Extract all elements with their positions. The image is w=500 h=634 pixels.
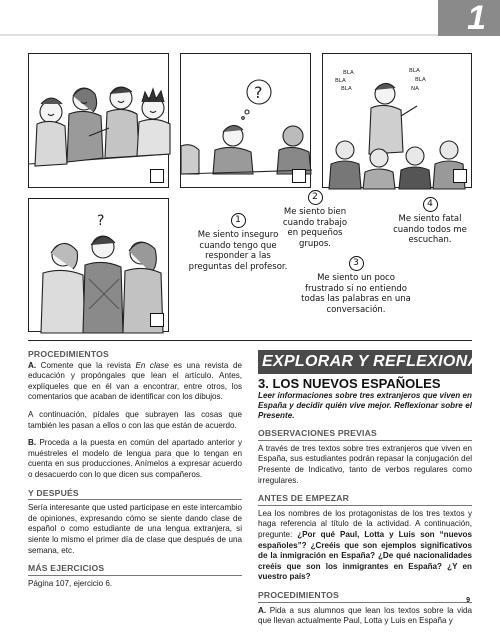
heading-rule [28,499,242,500]
panel-2-checkbox[interactable] [292,169,306,183]
svg-text:BLA: BLA [335,78,346,84]
callout-2-text: Me siento bien cuando trabajo en pequeños grupos. [282,207,348,249]
callout-2 [278,190,352,249]
svg-text:BLA: BLA [415,77,426,83]
callout-2-number: 2 [308,190,323,205]
comic-panel-1 [28,53,169,188]
right-column [258,376,472,634]
section-heading: ANTES DE EMPEZAR [258,493,350,504]
callout-4 [392,197,468,246]
svg-text:BLA: BLA [409,68,420,74]
section-heading: PROCEDIMIENTOS [258,589,339,600]
paragraph: Sería interesante que usted participase en este intercambio de opiniones, expresando cómo se siente dando clase de español o como estudiante de una lengua extranjera, si siente lo mismo el primer día de clase que después de una semana, etc. [28,503,242,555]
heading-rule [258,602,472,603]
paragraph: A continuación, pídales que subrayen las cosas que también les pasan a ellos o con las que están de acuerdo. [28,409,242,430]
callout-1 [186,213,290,272]
section-heading: PROCEDIMIENTOS [28,349,109,359]
svg-text:NA: NA [411,86,419,92]
callout-4-number: 4 [423,197,438,212]
section-heading: OBSERVACIONES PREVIAS [258,428,377,439]
illustration-student-speaking [323,54,473,189]
paragraph: B. Proceda a la puesta en común del apartado anterior y muéstreles el modelo de lengua para que lo tengan en cuenta en sus producciones. Anímelos a expresar acuerdo o desacuerdo con lo que dicen sus compañeros. [28,438,242,479]
paragraph: A través de tres textos sobre tres extranjeros que viven en España, sus estudiantes podrán repasar la conjugación del Presente de Indicativo, tanto de verbos regulares como irregulares. [258,443,472,485]
callout-1-number: 1 [231,213,246,228]
illustration-students-talking [29,54,170,189]
panel-4-checkbox[interactable] [150,313,164,327]
illustration-three-students [29,199,170,333]
paragraph: A. Pida a sus alumnos que lean los textos sobre la vida que llevan actualmente Paul, Lotta y Luis en España y [258,605,473,626]
divider [28,340,472,341]
heading-rule [258,505,472,506]
left-column [28,344,242,596]
heading-rule [28,575,242,576]
comic-panel-2 [180,53,311,188]
svg-text:BLA: BLA [341,86,352,92]
svg-text:BLA: BLA [343,70,354,76]
question-mark: ? [97,213,105,229]
comic-panel-4 [28,198,169,332]
panel-1-checkbox[interactable] [150,169,164,183]
section-title: 3. LOS NUEVOS ESPAÑOLES [258,376,441,391]
chapter-number: 1 [467,0,486,37]
comic-panel-3 [322,53,472,188]
callout-3 [300,256,412,315]
callout-4-text: Me siento fatal cuando todos me escuchan. [393,214,467,245]
lead-paragraph: Leer informaciones sobre tres extranjeros que viven en España y decidir quién vive mejor. Reflexionar sobre el Presente. [258,390,472,420]
question-mark: ? [254,83,263,102]
callout-3-text: Me siento un poco frustrado si no entiendo todas las palabras en una conversación. [301,273,411,315]
callout-3-number: 3 [349,256,364,271]
paragraph: Lea los nombres de los protagonistas de los tres textos y haga referencia al título de la actividad. A continuación, pregunte: ¿Por qué Paul, Lotta y Luis son “nuevos españoles”? ¿Creéis que son ejemplos significativos de la inmigración en España? ¿De qué nacionalidades creéis que son los inmigrantes en España? ¿Y en vuestro país? [258,508,472,582]
paragraph: Página 107, ejercicio 6. [28,578,113,588]
page-number: 9 [466,597,470,604]
chapter-tab [438,0,500,36]
top-bar [0,0,500,36]
explorar-banner [258,350,492,374]
heading-rule [258,440,472,441]
callout-1-text: Me siento inseguro cuando tengo que responder a las preguntas del profesor. [188,230,288,272]
banner-title: EXPLORAR Y REFLEXIONAR [262,353,492,370]
panel-3-checkbox[interactable] [453,169,467,183]
section-heading: MÁS EJERCICIOS [28,563,105,574]
section-heading: Y DESPUÉS [28,487,79,498]
paragraph: A. Comente que la revista En clase es una revista de educación y propóngales que lean el artículo. Antes, explíqueles que en él van a encontrar, entre otros, los comentarios que acaban de identificar con los dibujos. [28,360,243,402]
